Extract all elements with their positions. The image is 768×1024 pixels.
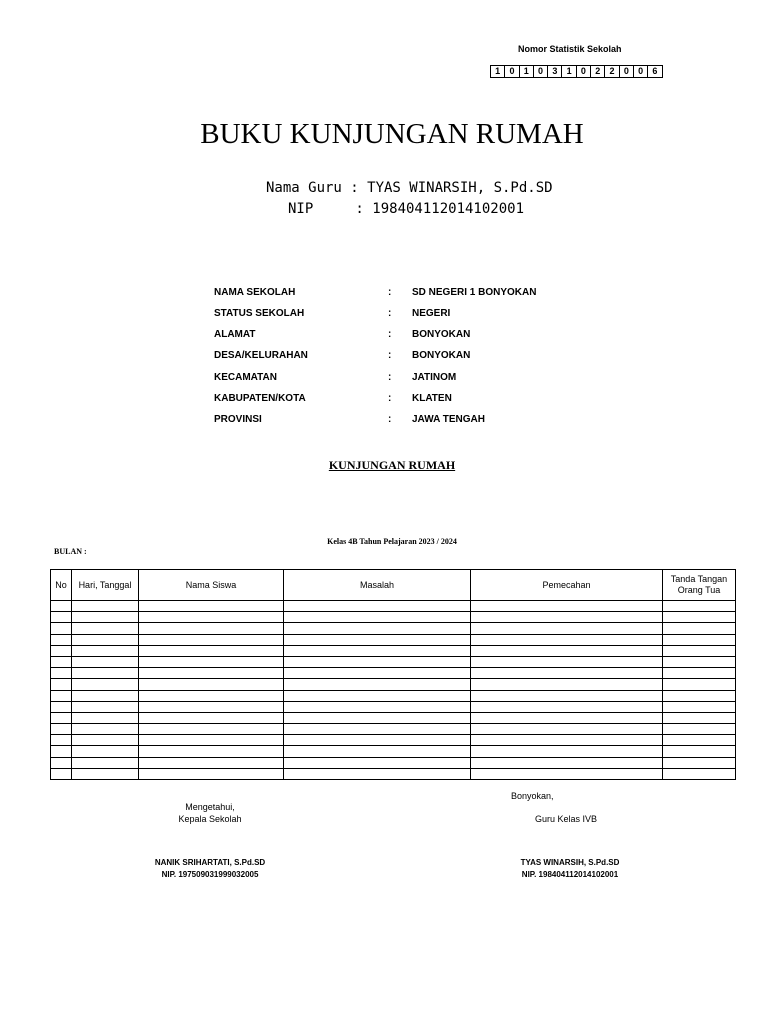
table-cell [284, 612, 471, 623]
table-cell [663, 757, 736, 768]
table-cell [72, 712, 139, 723]
teacher-name: Nama Guru : TYAS WINARSIH, S.Pd.SD [266, 180, 553, 196]
signature-right-place: Bonyokan, [511, 791, 554, 801]
table-cell [284, 712, 471, 723]
table-cell [72, 735, 139, 746]
table-cell [139, 724, 284, 735]
school-info-separator: : [388, 287, 392, 298]
signature-left-role: Kepala Sekolah [178, 814, 242, 824]
table-cell [139, 612, 284, 623]
table-cell [663, 668, 736, 679]
table-cell [72, 656, 139, 667]
col-problem-header: Masalah [284, 570, 471, 601]
signature-right-role: Guru Kelas IVB [534, 814, 598, 824]
school-info-separator: : [388, 329, 392, 340]
table-cell [663, 679, 736, 690]
table-cell [51, 656, 72, 667]
table-cell [284, 679, 471, 690]
table-cell [284, 701, 471, 712]
table-cell [51, 712, 72, 723]
nss-digit-box: 2 [591, 66, 605, 77]
table-cell [139, 701, 284, 712]
school-info-value: BONYOKAN [412, 350, 471, 361]
table-cell [72, 612, 139, 623]
table-cell [51, 623, 72, 634]
table-cell [471, 668, 663, 679]
table-cell [139, 746, 284, 757]
table-cell [139, 712, 284, 723]
table-cell [284, 656, 471, 667]
nss-digit-box: 0 [534, 66, 548, 77]
nss-digit-box: 6 [652, 66, 658, 76]
school-info-separator: : [388, 350, 392, 361]
table-cell [284, 735, 471, 746]
table-cell [284, 690, 471, 701]
nss-digit-box: 1 [562, 66, 576, 77]
table-cell [72, 746, 139, 757]
table-cell [51, 634, 72, 645]
table-row [51, 668, 736, 679]
col-parent-signature-header: Tanda Tangan Orang Tua [663, 570, 736, 601]
nss-digit-box: 0 [634, 66, 648, 77]
table-cell [139, 656, 284, 667]
table-cell [284, 746, 471, 757]
table-cell [471, 746, 663, 757]
table-cell [72, 757, 139, 768]
school-info-separator: : [388, 372, 392, 383]
school-info-label: STATUS SEKOLAH [214, 308, 305, 319]
table-cell [284, 634, 471, 645]
school-info-label: KECAMATAN [214, 372, 277, 383]
table-cell [51, 735, 72, 746]
table-cell [663, 690, 736, 701]
table-cell [471, 623, 663, 634]
table-cell [72, 768, 139, 779]
col-date-header: Hari, Tanggal [72, 570, 139, 601]
table-cell [663, 701, 736, 712]
table-cell [51, 701, 72, 712]
table-row [51, 735, 736, 746]
table-cell [663, 724, 736, 735]
table-row [51, 768, 736, 779]
table-cell [663, 768, 736, 779]
nss-digit-box: 1 [491, 66, 505, 77]
table-cell [471, 701, 663, 712]
school-info-value: BONYOKAN [412, 329, 471, 340]
home-visit-table [50, 569, 736, 780]
table-cell [663, 746, 736, 757]
table-cell [471, 724, 663, 735]
col-no-header: No [51, 570, 72, 601]
table-cell [139, 601, 284, 612]
table-cell [663, 712, 736, 723]
signature-left-acknowledged: Mengetahui, [185, 802, 235, 812]
class-year-line: Kelas 4B Tahun Pelajaran 2023 / 2024 [327, 537, 457, 546]
school-info-value: SD NEGERI 1 BONYOKAN [412, 287, 537, 298]
school-info-separator: : [388, 414, 392, 425]
table-cell [139, 679, 284, 690]
table-row [51, 645, 736, 656]
table-row [51, 656, 736, 667]
month-label: BULAN : [54, 547, 87, 556]
table-cell [72, 634, 139, 645]
table-cell [51, 757, 72, 768]
table-cell [139, 735, 284, 746]
table-cell [51, 679, 72, 690]
table-cell [471, 656, 663, 667]
table-cell [51, 601, 72, 612]
school-info-label: DESA/KELURAHAN [214, 350, 308, 361]
table-cell [284, 601, 471, 612]
table-row [51, 623, 736, 634]
table-cell [139, 634, 284, 645]
table-cell [471, 735, 663, 746]
table-cell [72, 623, 139, 634]
signature-right-name: TYAS WINARSIH, S.Pd.SD [520, 858, 620, 867]
table-cell [284, 668, 471, 679]
table-cell [72, 679, 139, 690]
table-row [51, 724, 736, 735]
nss-digit-box: 0 [577, 66, 591, 77]
teacher-nip: NIP : 198404112014102001 [288, 201, 525, 217]
school-info-label: NAMA SEKOLAH [214, 287, 296, 298]
table-row [51, 634, 736, 645]
table-cell [471, 634, 663, 645]
table-header-row [51, 570, 736, 601]
table-cell [284, 645, 471, 656]
school-info-value: NEGERI [412, 308, 451, 319]
table-cell [51, 768, 72, 779]
table-cell [471, 712, 663, 723]
table-cell [72, 668, 139, 679]
table-cell [51, 612, 72, 623]
school-info-separator: : [388, 308, 392, 319]
table-cell [663, 634, 736, 645]
col-solution-header: Pemecahan [471, 570, 663, 601]
table-row [51, 679, 736, 690]
table-cell [471, 690, 663, 701]
nss-digit-box: 3 [548, 66, 562, 77]
table-cell [663, 612, 736, 623]
table-cell [471, 768, 663, 779]
signature-right-nip: NIP. 198404112014102001 [521, 870, 619, 879]
table-cell [663, 735, 736, 746]
table-cell [51, 645, 72, 656]
table-cell [139, 757, 284, 768]
table-cell [284, 757, 471, 768]
table-cell [139, 645, 284, 656]
table-cell [51, 668, 72, 679]
table-row [51, 757, 736, 768]
table-cell [139, 768, 284, 779]
nss-digit-box: 2 [605, 66, 619, 77]
table-row [51, 746, 736, 757]
table-cell [471, 601, 663, 612]
school-info-label: ALAMAT [214, 329, 256, 340]
table-cell [663, 601, 736, 612]
table-cell [663, 645, 736, 656]
table-cell [663, 656, 736, 667]
table-cell [471, 679, 663, 690]
table-cell [72, 645, 139, 656]
col-student-name-header: Nama Siswa [139, 570, 284, 601]
section-title: KUNJUNGAN RUMAH [328, 458, 456, 472]
table-cell [284, 768, 471, 779]
table-cell [72, 724, 139, 735]
table-cell [72, 690, 139, 701]
table-row [51, 601, 736, 612]
signature-left-name: NANIK SRIHARTATI, S.Pd.SD [154, 858, 266, 867]
table-cell [471, 645, 663, 656]
signature-left-nip: NIP. 197509031999032005 [161, 870, 259, 879]
table-cell [471, 757, 663, 768]
table-cell [139, 668, 284, 679]
school-info-value: KLATEN [412, 393, 452, 404]
nss-label: Nomor Statistik Sekolah [518, 44, 622, 54]
table-cell [72, 601, 139, 612]
table-cell [471, 612, 663, 623]
table-cell [663, 623, 736, 634]
table-cell [139, 690, 284, 701]
table-cell [284, 623, 471, 634]
table-cell [51, 690, 72, 701]
nss-digit-box: 0 [620, 66, 634, 77]
table-cell [51, 746, 72, 757]
page-title: BUKU KUNJUNGAN RUMAH [200, 118, 584, 150]
school-info-value: JATINOM [412, 372, 457, 383]
table-row [51, 612, 736, 623]
table-cell [51, 724, 72, 735]
nss-digit-boxes [490, 65, 663, 78]
table-cell [139, 623, 284, 634]
nss-digit-box: 0 [505, 66, 519, 77]
school-info-value: JAWA TENGAH [412, 414, 485, 425]
school-info-label: PROVINSI [214, 414, 262, 425]
table-cell [72, 701, 139, 712]
table-row [51, 690, 736, 701]
table-row [51, 701, 736, 712]
school-info-label: KABUPATEN/KOTA [214, 393, 306, 404]
school-info-separator: : [388, 393, 392, 404]
nss-digit-box: 1 [520, 66, 534, 77]
table-row [51, 712, 736, 723]
table-cell [284, 724, 471, 735]
